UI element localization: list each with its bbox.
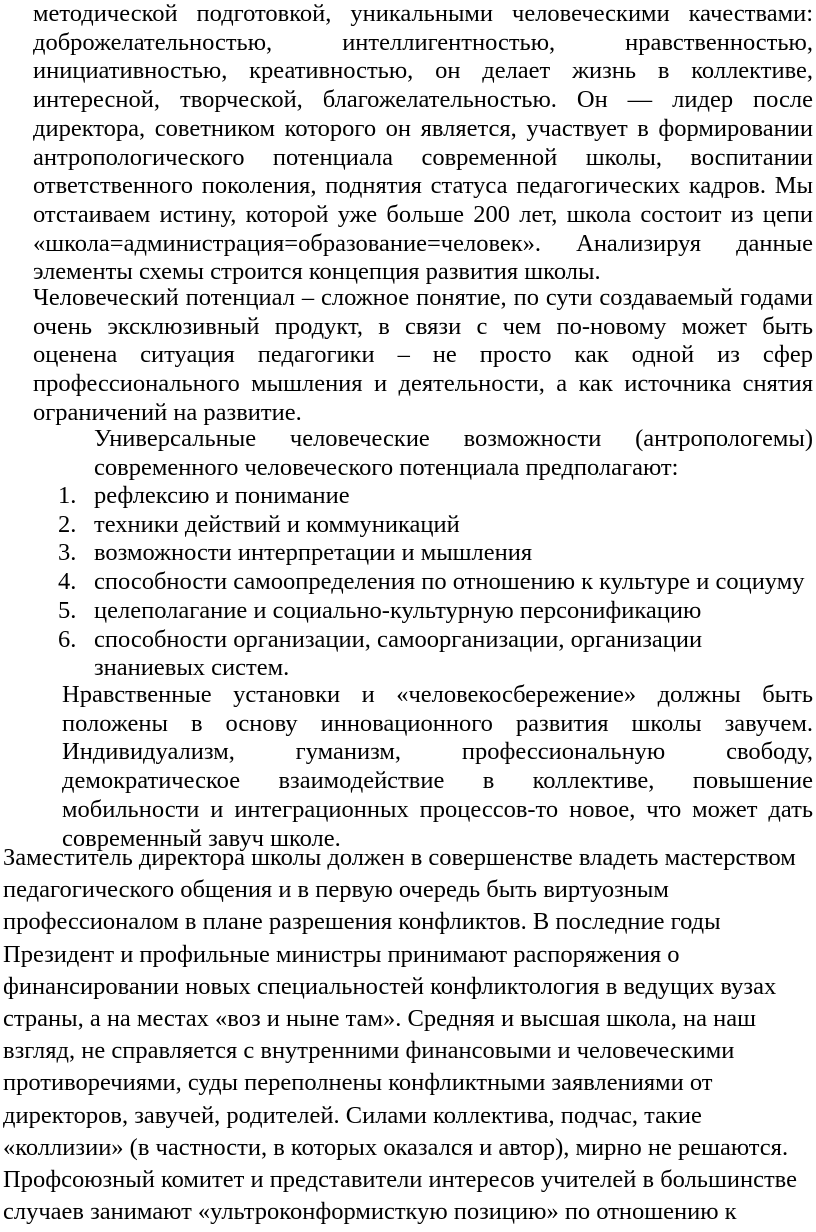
- list-item-number: 5.: [58, 596, 77, 624]
- list-item-text: техники действий и коммуникаций: [94, 510, 460, 538]
- list-item-text: целеполагание и социально-культурную персонификацию: [94, 596, 702, 624]
- list-item: [58, 568, 816, 597]
- list-item-number: 2.: [58, 510, 77, 538]
- paragraph-human-potential: Человеческий потенциал – сложное понятие, по сути создаваемый годами очень эксклюзивный продукт, в связи с чем по-новому может быть оценена ситуация педагогики – не просто как одной из сфер профессионального мышления и деятельности, а как источника снятия ограничений на развитие.: [33, 284, 813, 426]
- list-item-text: способности организации, самоорганизации, организации знаниевых систем.: [94, 625, 703, 682]
- list-intro: Универсальные человеческие возможности (антропологемы) современного человеческого потенциала предполагают:: [94, 425, 813, 481]
- list-item: [58, 626, 816, 683]
- list-item-text: способности самоопределения по отношению к культуре и социуму: [94, 568, 805, 596]
- list-item-number: 1.: [58, 482, 77, 509]
- list-item: [58, 539, 816, 568]
- anthropologems-list: [58, 482, 816, 683]
- list-item-text: рефлексию и понимание: [94, 482, 350, 509]
- paragraph-moral-guidelines: Нравственные установки и «человекосбережение» должны быть положены в основу инновационного развития школы завучем. Индивидуализм, гуманизм, профессиональную свободу, демократическое взаимодействие в коллективе, повышение мобильности и интеграционных процессов-то новое, что может дать современный завуч школе.: [62, 681, 813, 852]
- paragraph-conflict-resolution: Заместитель директора школы должен в совершенстве владеть мастерством педагогического общения и в первую очередь быть виртуозным профессионалом в плане разрешения конфликтов. В последние годы Президент и профильные министры принимают распоряжения о финансировании новых специальностей конфликтология в ведущих вузах страны, а на местах «воз и ныне там». Средняя и высшая школа, на наш взгляд, не справляется с внутренними финансовыми и человеческими противоречиями, суды переполнены конфликтными заявлениями от директоров, завучей, родителей. Силами коллектива, подчас, такие «коллизии» (в частности, в которых оказался и автор), мирно не решаются. Профсоюзный комитет и представители интересов учителей в большинстве случаев занимают «ультроконформисткую позицию» по отношению к: [3, 844, 797, 1226]
- list-item: [58, 597, 816, 626]
- list-item-number: 4.: [58, 568, 77, 596]
- list-item-number: 6.: [58, 625, 77, 653]
- list-item: [58, 482, 816, 511]
- paragraph-deputy-qualities: методической подготовкой, уникальными человеческими качествами: доброжелательностью, интеллигентностью, нравственностью, инициативностью, креативностью, он делает жизнь в коллективе, интересной, творческой, благожелательностью. Он — лидер после директора, советником которого он является, участвует в формировании антропологического потенциала современной школы, воспитании ответственного поколения, поднятия статуса педагогических кадров. Мы отстаиваем истину, которой уже больше 200 лет, школа состоит из цепи «школа=администрация=образование=человек». Анализируя данные элементы схемы строится концепция развития школы.: [33, 0, 813, 286]
- list-item-text: возможности интерпретации и мышления: [94, 539, 533, 567]
- list-item-number: 3.: [58, 539, 77, 567]
- list-item: [58, 511, 816, 540]
